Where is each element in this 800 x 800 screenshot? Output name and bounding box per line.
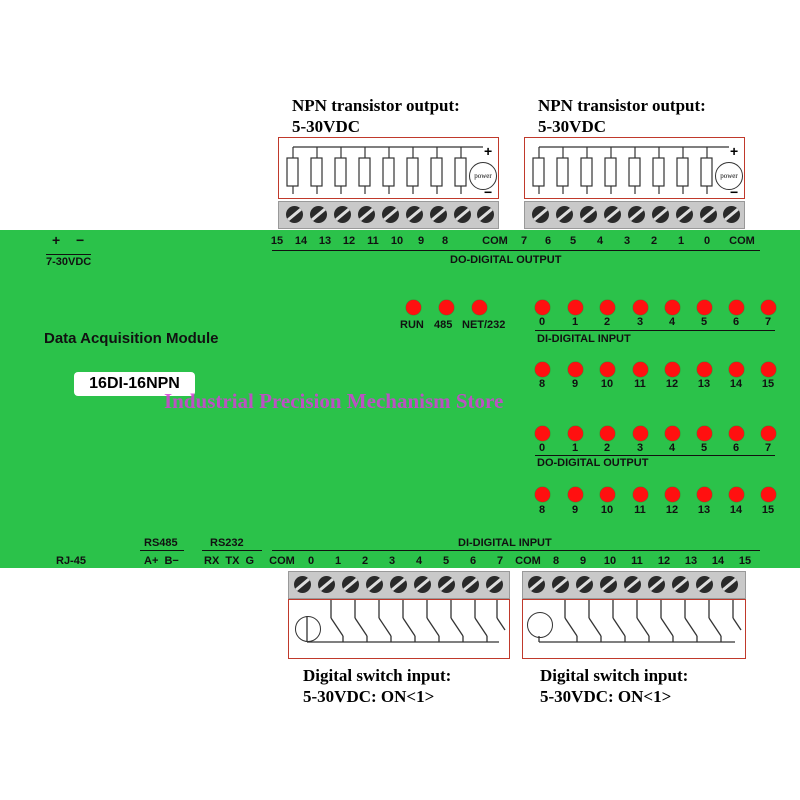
terminal-label: 11 bbox=[631, 555, 643, 567]
caption-line: NPN transistor output: bbox=[292, 96, 460, 115]
led-label: 1 bbox=[571, 316, 579, 328]
caption-line: Digital switch input: bbox=[303, 666, 452, 685]
led-label: 10 bbox=[600, 378, 614, 390]
led-indicator bbox=[697, 300, 712, 315]
screw-icon bbox=[310, 206, 327, 223]
terminal-label: 5 bbox=[569, 235, 577, 247]
screw-icon bbox=[486, 576, 503, 593]
terminal-label: 0 bbox=[703, 235, 711, 247]
rs485-rule bbox=[140, 550, 184, 551]
bottom-caption-left bbox=[303, 665, 451, 707]
led-indicator bbox=[568, 300, 583, 315]
led-indicator bbox=[633, 487, 648, 502]
screw-icon bbox=[318, 576, 335, 593]
led-indicator bbox=[600, 300, 615, 315]
led-label: 15 bbox=[761, 378, 775, 390]
led-indicator bbox=[568, 426, 583, 441]
led-indicator bbox=[600, 487, 615, 502]
screw-icon bbox=[672, 576, 689, 593]
switch-array-graphic bbox=[523, 600, 745, 658]
led-label: 9 bbox=[571, 378, 579, 390]
rs485-label: RS485 bbox=[144, 537, 178, 549]
terminal-label: 6 bbox=[469, 555, 477, 567]
led-label: 2 bbox=[603, 316, 611, 328]
switch-array-graphic bbox=[289, 600, 509, 658]
status-led-label: 485 bbox=[434, 319, 453, 331]
screw-icon bbox=[624, 576, 641, 593]
terminal-label: 9 bbox=[579, 555, 587, 567]
terminal-label: 13 bbox=[684, 555, 698, 567]
di-header: DI-DIGITAL INPUT bbox=[458, 537, 552, 549]
terminal-label: 6 bbox=[544, 235, 552, 247]
power-minus-label: − bbox=[76, 232, 85, 248]
caption-line: 5-30VDC bbox=[538, 117, 606, 136]
terminal-label: 13 bbox=[318, 235, 332, 247]
terminal-block-bottom-left bbox=[288, 571, 510, 599]
module-title: Data Acquisition Module bbox=[44, 330, 219, 347]
di-section-title: DI-DIGITAL INPUT bbox=[537, 333, 631, 345]
resistor-array-graphic bbox=[529, 144, 729, 194]
top-caption-right bbox=[538, 95, 706, 137]
terminal-label: 3 bbox=[388, 555, 396, 567]
terminal-label: 12 bbox=[657, 555, 671, 567]
store-watermark: Industrial Precision Mechanism Store bbox=[164, 389, 504, 413]
terminal-label: 15 bbox=[738, 555, 752, 567]
terminal-label: COM bbox=[515, 555, 541, 567]
led-label: 0 bbox=[538, 316, 546, 328]
led-indicator bbox=[665, 362, 680, 377]
screw-icon bbox=[696, 576, 713, 593]
terminal-label: 9 bbox=[417, 235, 425, 247]
led-label: 2 bbox=[603, 442, 611, 454]
led-indicator bbox=[535, 300, 550, 315]
screw-icon bbox=[648, 576, 665, 593]
led-indicator bbox=[761, 487, 776, 502]
terminal-label: 8 bbox=[441, 235, 449, 247]
led-indicator bbox=[406, 300, 421, 315]
terminal-label: 4 bbox=[596, 235, 604, 247]
led-indicator bbox=[568, 487, 583, 502]
led-label: 6 bbox=[732, 316, 740, 328]
led-label: 14 bbox=[729, 378, 743, 390]
led-label: 8 bbox=[538, 504, 546, 516]
led-label: 11 bbox=[634, 378, 646, 390]
caption-line: 5-30VDC: ON<1> bbox=[303, 687, 435, 706]
led-label: 0 bbox=[538, 442, 546, 454]
terminal-label: 7 bbox=[520, 235, 528, 247]
led-label: 12 bbox=[665, 504, 679, 516]
caption-line: 5-30VDC: ON<1> bbox=[540, 687, 672, 706]
screw-icon bbox=[628, 206, 645, 223]
led-label: 5 bbox=[700, 316, 708, 328]
led-indicator bbox=[729, 362, 744, 377]
screw-icon bbox=[600, 576, 617, 593]
plus-sign: + bbox=[484, 143, 493, 159]
di-header-rule bbox=[272, 550, 760, 551]
led-label: 10 bbox=[600, 504, 614, 516]
led-label: 9 bbox=[571, 504, 579, 516]
led-label: 4 bbox=[668, 316, 676, 328]
led-label: 5 bbox=[700, 442, 708, 454]
terminal-label: COM bbox=[729, 235, 755, 247]
terminal-label: 7 bbox=[496, 555, 504, 567]
screw-icon bbox=[358, 206, 375, 223]
led-indicator bbox=[535, 487, 550, 502]
do-title-rule bbox=[535, 455, 775, 456]
power-supply-icon: power bbox=[469, 162, 497, 190]
led-label: 13 bbox=[697, 504, 711, 516]
screw-icon bbox=[366, 576, 383, 593]
terminal-label: 3 bbox=[623, 235, 631, 247]
terminal-label: COM bbox=[482, 235, 508, 247]
rs232-pins: RX TX G bbox=[204, 555, 255, 567]
screw-icon bbox=[552, 576, 569, 593]
led-indicator bbox=[600, 362, 615, 377]
terminal-label: 1 bbox=[334, 555, 342, 567]
terminal-label: 2 bbox=[650, 235, 658, 247]
input-diagram-left bbox=[288, 599, 510, 659]
led-indicator bbox=[633, 426, 648, 441]
screw-icon bbox=[454, 206, 471, 223]
led-indicator bbox=[472, 300, 487, 315]
screw-icon bbox=[438, 576, 455, 593]
led-indicator bbox=[568, 362, 583, 377]
led-label: 7 bbox=[764, 442, 772, 454]
switch-array bbox=[289, 600, 509, 658]
screw-icon bbox=[652, 206, 669, 223]
led-indicator bbox=[535, 426, 550, 441]
terminal-label: 1 bbox=[677, 235, 685, 247]
caption-line: Digital switch input: bbox=[540, 666, 689, 685]
screw-icon bbox=[721, 576, 738, 593]
led-label: 1 bbox=[571, 442, 579, 454]
led-label: 11 bbox=[634, 504, 646, 516]
screw-icon bbox=[406, 206, 423, 223]
led-indicator bbox=[761, 426, 776, 441]
led-indicator bbox=[697, 362, 712, 377]
terminal-label: 14 bbox=[294, 235, 308, 247]
led-indicator bbox=[665, 300, 680, 315]
minus-sign: − bbox=[484, 184, 493, 200]
terminal-label: 8 bbox=[552, 555, 560, 567]
led-label: 15 bbox=[761, 504, 775, 516]
status-led-label: RUN bbox=[400, 319, 424, 331]
output-resistors bbox=[529, 144, 699, 194]
led-label: 6 bbox=[732, 442, 740, 454]
screw-icon bbox=[294, 576, 311, 593]
rs232-label: RS232 bbox=[210, 537, 244, 549]
screw-icon bbox=[286, 206, 303, 223]
terminal-label: COM bbox=[269, 555, 295, 567]
screw-icon bbox=[430, 206, 447, 223]
do-section-title: DO-DIGITAL OUTPUT bbox=[537, 457, 649, 469]
caption-line: NPN transistor output: bbox=[538, 96, 706, 115]
terminal-label: 2 bbox=[361, 555, 369, 567]
rj45-label: RJ-45 bbox=[56, 555, 86, 567]
terminal-block-top-left bbox=[278, 201, 499, 229]
led-label: 3 bbox=[636, 316, 644, 328]
led-indicator bbox=[729, 426, 744, 441]
power-plus-label: + bbox=[52, 232, 61, 248]
terminal-label: 10 bbox=[390, 235, 404, 247]
led-indicator bbox=[697, 426, 712, 441]
led-label: 13 bbox=[697, 378, 711, 390]
screw-icon bbox=[580, 206, 597, 223]
led-indicator bbox=[761, 362, 776, 377]
do-header: DO-DIGITAL OUTPUT bbox=[450, 254, 562, 266]
caption-line: 5-30VDC bbox=[292, 117, 360, 136]
terminal-label: 5 bbox=[442, 555, 450, 567]
terminal-label: 4 bbox=[415, 555, 423, 567]
led-indicator bbox=[697, 487, 712, 502]
led-label: 3 bbox=[636, 442, 644, 454]
model-badge: 16DI-16NPN bbox=[74, 372, 195, 396]
bottom-caption-right bbox=[540, 665, 688, 707]
di-title-rule bbox=[535, 330, 775, 331]
screw-icon bbox=[334, 206, 351, 223]
screw-icon bbox=[462, 576, 479, 593]
screw-icon bbox=[700, 206, 717, 223]
led-indicator bbox=[535, 362, 550, 377]
led-indicator bbox=[761, 300, 776, 315]
led-indicator bbox=[665, 426, 680, 441]
plus-sign: + bbox=[730, 143, 739, 159]
terminal-label: 12 bbox=[342, 235, 356, 247]
screw-icon bbox=[532, 206, 549, 223]
led-indicator bbox=[633, 300, 648, 315]
screw-icon bbox=[676, 206, 693, 223]
led-indicator bbox=[729, 487, 744, 502]
led-label: 12 bbox=[665, 378, 679, 390]
terminal-block-bottom-right bbox=[522, 571, 746, 599]
screw-icon bbox=[723, 206, 740, 223]
do-header-rule bbox=[272, 250, 760, 251]
switch-array bbox=[523, 600, 745, 658]
screw-icon bbox=[604, 206, 621, 223]
input-diagram-right bbox=[522, 599, 746, 659]
led-label: 14 bbox=[729, 504, 743, 516]
status-led-label: NET/232 bbox=[462, 319, 506, 331]
minus-sign: − bbox=[730, 184, 739, 200]
output-diagram-left bbox=[278, 137, 499, 199]
led-label: 4 bbox=[668, 442, 676, 454]
terminal-label: 14 bbox=[711, 555, 725, 567]
terminal-label: 11 bbox=[367, 235, 379, 247]
led-indicator bbox=[729, 300, 744, 315]
rs485-pins: A+ B− bbox=[144, 555, 179, 567]
led-indicator bbox=[439, 300, 454, 315]
top-caption-left bbox=[292, 95, 460, 137]
screw-icon bbox=[390, 576, 407, 593]
screw-icon bbox=[477, 206, 494, 223]
power-supply-icon: power bbox=[715, 162, 743, 190]
screw-icon bbox=[556, 206, 573, 223]
terminal-label: 0 bbox=[307, 555, 315, 567]
terminal-label: 10 bbox=[603, 555, 617, 567]
screw-icon bbox=[382, 206, 399, 223]
terminal-label: 15 bbox=[270, 235, 284, 247]
screw-icon bbox=[528, 576, 545, 593]
supply-range-label: 7-30VDC bbox=[46, 256, 92, 268]
led-indicator bbox=[665, 487, 680, 502]
led-indicator bbox=[600, 426, 615, 441]
output-resistors bbox=[283, 144, 453, 194]
output-diagram-right bbox=[524, 137, 745, 199]
screw-icon bbox=[414, 576, 431, 593]
led-label: 7 bbox=[764, 316, 772, 328]
resistor-array-graphic bbox=[283, 144, 483, 194]
led-indicator bbox=[633, 362, 648, 377]
screw-icon bbox=[342, 576, 359, 593]
rs232-rule bbox=[202, 550, 262, 551]
screw-icon bbox=[576, 576, 593, 593]
led-label: 8 bbox=[538, 378, 546, 390]
terminal-block-top-right bbox=[524, 201, 745, 229]
